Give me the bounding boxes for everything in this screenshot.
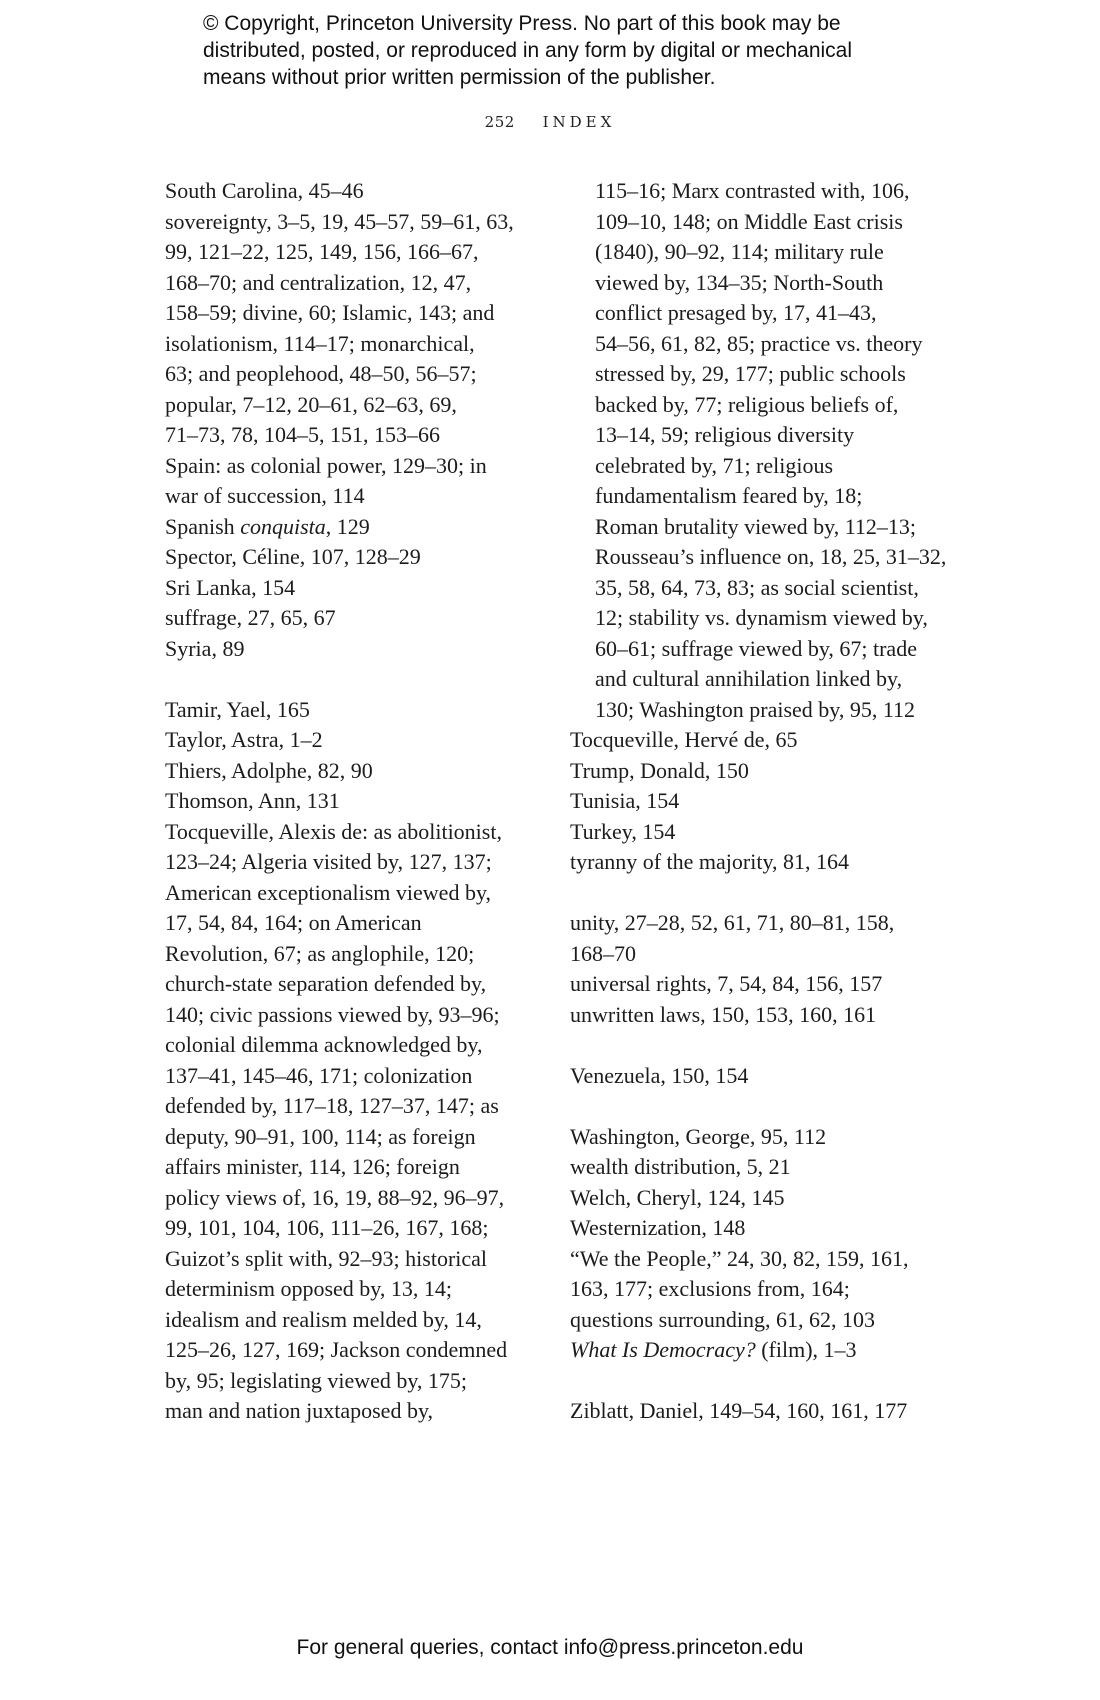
entry-line: Thiers, Adolphe, 82, 90	[165, 757, 373, 783]
entry-line: Rousseau’s influence on, 18, 25, 31–32,	[595, 544, 947, 569]
entry-line: church-state separation defended by,	[165, 971, 487, 996]
entry-line: 158–59; divine, 60; Islamic, 143; and	[165, 300, 495, 325]
entry-line: policy views of, 16, 19, 88–92, 96–97,	[165, 1184, 505, 1210]
index-entry	[570, 1122, 950, 1153]
entry-line: wealth distribution, 5, 21	[570, 1154, 791, 1179]
footer-contact: For general queries, contact info@press.princeton.edu	[296, 1636, 804, 1659]
entry-line: backed by, 77; religious beliefs of,	[595, 391, 899, 417]
entry-line: stressed by, 29, 177; public schools	[595, 361, 906, 386]
entry-line: universal rights, 7, 54, 84, 156, 157	[570, 971, 883, 996]
letter-group-gap	[570, 878, 950, 909]
section-title: INDEX	[542, 113, 616, 131]
entry-italic-term: conquista	[240, 513, 326, 539]
entry-line: 63; and peoplehood, 48–50, 56–57;	[165, 361, 477, 386]
entry-italic-term: What Is Democracy?	[570, 1337, 756, 1362]
index-entry	[165, 573, 535, 604]
entry-line: American exceptionalism viewed by,	[165, 879, 492, 905]
entry-line: isolationism, 114–17; monarchical,	[165, 330, 475, 356]
index-entry	[165, 603, 535, 634]
entry-line: 168–70; and centralization, 12, 47,	[165, 269, 472, 295]
copyright-notice	[203, 10, 923, 91]
entry-line: Revolution, 67; as anglophile, 120;	[165, 940, 475, 966]
entry-line: 35, 58, 64, 73, 83; as social scientist,	[595, 574, 919, 600]
entry-line: 115–16; Marx contrasted with, 106,	[595, 178, 910, 203]
entry-line: celebrated by, 71; religious	[595, 452, 834, 478]
index-entry	[570, 969, 950, 1000]
entry-line: Sri Lanka, 154	[165, 574, 296, 600]
entry-line: tyranny of the majority, 81, 164	[570, 849, 850, 874]
entry-line: unity, 27–28, 52, 61, 71, 80–81, 158,	[570, 910, 895, 935]
entry-line: popular, 7–12, 20–61, 62–63, 69,	[165, 391, 457, 417]
entry-line: suffrage, 27, 65, 67	[165, 605, 336, 630]
entry-text: , 129	[325, 513, 370, 539]
entry-line: by, 95; legislating viewed by, 175;	[165, 1367, 468, 1393]
running-head	[0, 113, 1100, 131]
entry-line: Taylor, Astra, 1–2	[165, 727, 323, 752]
entry-line: 13–14, 59; religious diversity	[595, 422, 855, 447]
entry-line: Tocqueville, Alexis de: as abolitionist,	[165, 818, 502, 844]
entry-text: Spanish	[165, 513, 241, 539]
index-entry	[570, 1183, 950, 1214]
entry-line: defended by, 117–18, 127–37, 147; as	[165, 1093, 499, 1118]
entry-line: 54–56, 61, 82, 85; practice vs. theory	[595, 330, 923, 356]
entry-line: Trump, Donald, 150	[570, 757, 749, 783]
entry-line: colonial dilemma acknowledged by,	[165, 1032, 483, 1057]
index-entry	[165, 512, 535, 543]
entry-line: Syria, 89	[165, 635, 245, 661]
index-entry	[570, 1213, 950, 1244]
entry-line: (1840), 90–92, 114; military rule	[595, 239, 884, 264]
entry-line: and cultural annihilation linked by,	[595, 666, 903, 691]
entry-line: 123–24; Algeria visited by, 127, 137;	[165, 849, 492, 874]
index-column-right	[570, 176, 950, 1427]
index-entry	[165, 542, 535, 573]
entry-line: Ziblatt, Daniel, 149–54, 160, 161, 177	[570, 1398, 908, 1423]
letter-group-gap	[165, 664, 535, 695]
entry-line: 99, 121–22, 125, 149, 156, 166–67,	[165, 239, 479, 264]
entry-line: Spector, Céline, 107, 128–29	[165, 544, 421, 569]
index-entry	[570, 1061, 950, 1092]
index-entry	[570, 908, 950, 969]
copyright-line: distributed, posted, or reproduced in any form by digital or mechanical	[203, 39, 853, 62]
index-entry	[165, 756, 535, 787]
index-entry-continued	[570, 176, 950, 725]
letter-group-gap	[570, 1030, 950, 1061]
index-entry	[165, 634, 535, 665]
index-entry	[570, 1396, 950, 1427]
entry-line: 168–70	[570, 940, 636, 966]
entry-line: Washington, George, 95, 112	[570, 1123, 827, 1149]
entry-line: Welch, Cheryl, 124, 145	[570, 1184, 785, 1210]
entry-text: (film), 1–3	[755, 1337, 857, 1362]
page-number: 252	[484, 113, 515, 131]
index-entry	[165, 207, 535, 451]
entry-line: Guizot’s split with, 92–93; historical	[165, 1245, 488, 1271]
entry-line: sovereignty, 3–5, 19, 45–57, 59–61, 63,	[165, 208, 514, 234]
index-entry	[165, 695, 535, 726]
entry-line: questions surrounding, 61, 62, 103	[570, 1306, 875, 1332]
entry-line: Westernization, 148	[570, 1215, 746, 1240]
entry-line: viewed by, 134–35; North-South	[595, 269, 884, 295]
copyright-line: means without prior written permission of the publisher.	[203, 66, 716, 89]
index-entry	[570, 756, 950, 787]
entry-line: Spain: as colonial power, 129–30; in	[165, 452, 487, 478]
entry-line: man and nation juxtaposed by,	[165, 1398, 434, 1423]
entry-line: determinism opposed by, 13, 14;	[165, 1276, 452, 1301]
entry-line: 125–26, 127, 169; Jackson condemned	[165, 1337, 508, 1362]
entry-line: Tunisia, 154	[570, 788, 680, 813]
entry-line: 71–73, 78, 104–5, 151, 153–66	[165, 422, 440, 447]
entry-line: 130; Washington praised by, 95, 112	[595, 696, 916, 722]
index-entry	[165, 786, 535, 817]
index-entry	[570, 786, 950, 817]
index-entry	[570, 847, 950, 878]
entry-line: 109–10, 148; on Middle East crisis	[595, 208, 903, 234]
entry-line: conflict presaged by, 17, 41–43,	[595, 300, 877, 325]
index-entry	[570, 725, 950, 756]
entry-line: Roman brutality viewed by, 112–13;	[595, 513, 916, 539]
index-entry	[570, 1152, 950, 1183]
copyright-line: © Copyright, Princeton University Press. No part of this book may be	[203, 12, 841, 35]
index-entry	[570, 817, 950, 848]
index-entry	[570, 1244, 950, 1336]
entry-line: affairs minister, 114, 126; foreign	[165, 1154, 460, 1179]
entry-line: 99, 101, 104, 106, 111–26, 167, 168;	[165, 1215, 489, 1240]
letter-group-gap	[570, 1091, 950, 1122]
entry-line: unwritten laws, 150, 153, 160, 161	[570, 1001, 877, 1027]
index-entry	[165, 725, 535, 756]
entry-line: deputy, 90–91, 100, 114; as foreign	[165, 1123, 476, 1149]
entry-line: Tocqueville, Hervé de, 65	[570, 727, 798, 752]
entry-line: fundamentalism feared by, 18;	[595, 483, 863, 508]
entry-line: Thomson, Ann, 131	[165, 788, 340, 813]
entry-line: 140; civic passions viewed by, 93–96;	[165, 1001, 500, 1027]
entry-line: 12; stability vs. dynamism viewed by,	[595, 605, 928, 630]
entry-line: “We the People,” 24, 30, 82, 159, 161,	[570, 1245, 909, 1271]
index-column-left	[165, 176, 535, 1427]
entry-line: 60–61; suffrage viewed by, 67; trade	[595, 635, 917, 661]
entry-line: 163, 177; exclusions from, 164;	[570, 1276, 850, 1301]
index-entry	[570, 1335, 950, 1366]
entry-line: war of succession, 114	[165, 483, 365, 508]
entry-line: Venezuela, 150, 154	[570, 1062, 749, 1088]
entry-line: 137–41, 145–46, 171; colonization	[165, 1062, 473, 1088]
index-entry	[165, 451, 535, 512]
entry-line: South Carolina, 45–46	[165, 178, 364, 203]
entry-line: 17, 54, 84, 164; on American	[165, 910, 422, 935]
index-entry	[570, 1000, 950, 1031]
index-entry	[165, 817, 535, 1427]
entry-line: idealism and realism melded by, 14,	[165, 1306, 482, 1332]
letter-group-gap	[570, 1366, 950, 1397]
entry-line: Turkey, 154	[570, 818, 676, 844]
entry-line: Tamir, Yael, 165	[165, 696, 310, 722]
index-entry	[165, 176, 535, 207]
